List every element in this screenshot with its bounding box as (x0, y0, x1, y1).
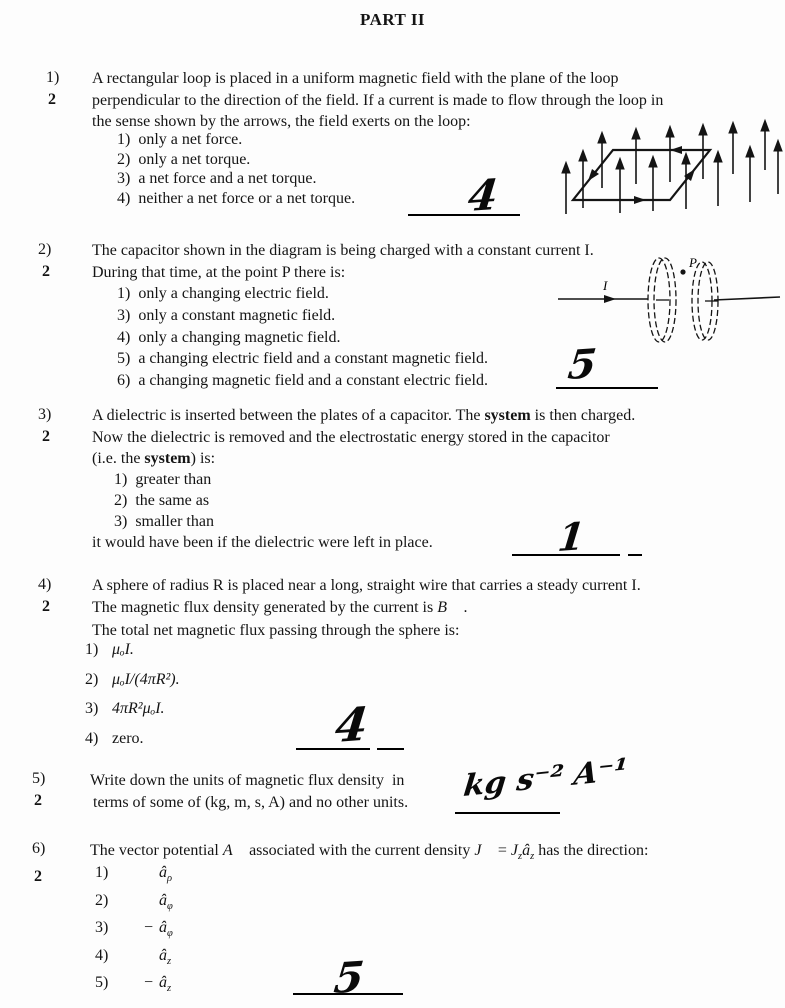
question-number: 5) (32, 770, 46, 787)
question-5 (0, 752, 785, 832)
option: 2) μₒI/(4πR²). (85, 670, 180, 688)
question-text-line: Now the dielectric is removed and the electrostatic energy stored in the capacitor (92, 429, 610, 446)
option: 4) zero. (85, 729, 144, 747)
loop-in-field-diagram (558, 112, 783, 224)
option: 1) $â_\rho$ (95, 864, 173, 885)
option: 6) a changing magnetic field and a constant electric field. (117, 372, 488, 390)
option: 1) only a changing electric field. (117, 285, 329, 302)
option: 2) the same as (114, 492, 210, 509)
question-text-line: it would have been if the dielectric were left in place. (92, 534, 433, 551)
option: 1) greater than (114, 471, 212, 488)
handwritten-answer: 5 (565, 340, 599, 389)
question-text-line: A sphere of radius R is placed near a long, straight wire that carries a steady current I. (92, 577, 641, 594)
option: 1) only a net force. (117, 131, 243, 148)
answer-line (293, 993, 403, 995)
point-p-dot (680, 269, 685, 274)
question-6 (0, 838, 785, 1008)
answer-line (408, 214, 520, 216)
q6-options (95, 864, 173, 1002)
current-label: I (603, 278, 608, 293)
question-text-line: perpendicular to the direction of the field. If a current is made to flow through the loop in (92, 92, 664, 109)
question-4 (0, 575, 785, 760)
question-points: 2 (42, 428, 50, 445)
question-points: 2 (34, 792, 42, 809)
q3-options (114, 469, 214, 532)
question-text-line: A dielectric is inserted between the plates of a capacitor. The system is then charged. (92, 407, 636, 424)
question-text-line: (i.e. the system) is: (92, 450, 216, 467)
right-wire (714, 297, 780, 300)
question-points: 2 (42, 598, 50, 615)
handwritten-answer: 4 (332, 696, 371, 753)
question-number: 6) (32, 840, 46, 857)
question-text-line: The capacitor shown in the diagram is being charged with a constant current I. (92, 242, 594, 259)
option: 2) $â_\varphi$ (95, 891, 173, 912)
handwritten-answer: 1 (555, 513, 588, 560)
question-text-line: the sense shown by the arrows, the field exerts on the loop: (92, 113, 471, 130)
current-arrow (604, 295, 616, 303)
question-3 (0, 405, 785, 565)
answer-line (556, 387, 658, 389)
option: 2) only a net torque. (117, 150, 251, 168)
q1-options (117, 130, 355, 208)
question-heading: The vector potential A⃗ associated with the current density J⃗ = $J_zâ_z$ has the direction: (90, 842, 649, 863)
page-title: PART II (359, 10, 426, 29)
option: 3) a net force and a net torque. (117, 170, 317, 187)
question-points: 2 (34, 868, 42, 885)
question-number: 1) (46, 69, 60, 86)
question-text-line: Write down the units of magnetic flux density in (90, 772, 405, 789)
question-2 (0, 240, 785, 400)
option: 4) $â_z$ (95, 946, 172, 967)
answer-line (455, 812, 560, 814)
handwritten-answer: 4 (465, 170, 501, 221)
question-points: 2 (42, 263, 50, 280)
question-points: 2 (48, 91, 56, 108)
question-text-line: A rectangular loop is placed in a uniform magnetic field with the plane of the loop (92, 70, 619, 87)
option: $3) - â_\varphi$ (95, 919, 173, 940)
question-text-line: The magnetic flux density generated by the current is B⃗ . (92, 599, 468, 616)
option: 5) a changing electric field and a constant magnetic field. (117, 350, 488, 368)
question-text-line: The total net magnetic flux passing through the sphere is: (92, 622, 460, 639)
option: 1) μₒI. (85, 641, 134, 658)
handwritten-answer: kg s⁻² A⁻¹ (461, 752, 629, 804)
capacitor-diagram (556, 243, 783, 355)
option: 3) 4πR²μₒI. (85, 700, 165, 717)
option: $5) - â_z$ (95, 974, 172, 995)
q2-options (117, 283, 488, 392)
handwritten-answer: 5 (331, 952, 367, 1003)
question-number: 4) (38, 576, 52, 593)
option: 3) smaller than (114, 513, 214, 530)
answer-line (512, 554, 620, 556)
question-number: 3) (38, 406, 52, 423)
q4-options (85, 641, 180, 759)
option: 4) only a changing magnetic field. (117, 328, 341, 346)
question-text-line: During that time, at the point P there is: (92, 264, 346, 281)
question-1 (0, 68, 785, 238)
answer-line-fragment (628, 554, 642, 556)
option: 3) only a constant magnetic field. (117, 306, 336, 324)
question-number: 2) (38, 241, 52, 258)
point-p-label: P (689, 255, 697, 270)
question-text-line: terms of some of (kg, m, s, A) and no other units. (93, 794, 409, 811)
current-direction-arrows (588, 146, 695, 204)
option: 4) neither a net force or a net torque. (117, 189, 356, 207)
answer-line (296, 748, 370, 750)
answer-line-fragment (377, 748, 404, 750)
